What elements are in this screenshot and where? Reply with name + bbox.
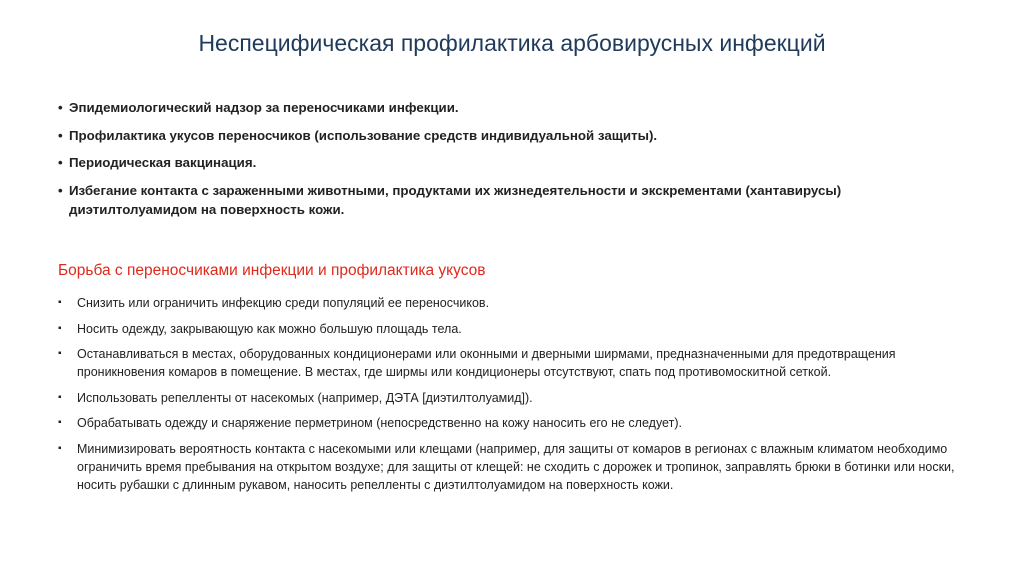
bullet-icon: ▪ — [58, 322, 62, 334]
list-item-text: Эпидемиологический надзор за переносчиками инфекции. — [69, 100, 459, 115]
bullet-icon: • — [58, 182, 63, 198]
bullet-icon: • — [58, 155, 63, 170]
bullet-icon: • — [58, 127, 63, 143]
list-item — [58, 126, 958, 145]
top-bullet-list — [58, 98, 958, 227]
list-item — [58, 389, 958, 407]
list-item-text: Периодическая вакцинация. — [69, 155, 257, 170]
list-item-text: Использовать репелленты от насекомых (например, ДЭТА [диэтилтолуамид]). — [77, 390, 533, 405]
list-item-text: Минимизировать вероятность контакта с насекомыми или клещами (например, для защиты от комаров в регионах с влажным климатом необходимо ограничить время пребывания на открытом воздухе; для защиты от клещей: не сходить с дорожек и тропинок, заправлять брюки в ботинки или носки, носить рубашки с длинным рукавом, наносить репелленты с диэтилтолуамидом на поверхность кожи. — [77, 441, 955, 492]
bullet-icon: ▪ — [58, 442, 62, 454]
section-title: Борьба с переносчиками инфекции и профилактика укусов — [58, 262, 486, 279]
list-item-text: Обрабатывать одежду и снаряжение перметрином (непосредственно на кожу наносить его не следует). — [77, 416, 682, 430]
bullet-icon: ▪ — [58, 417, 62, 428]
bullet-icon: ▪ — [58, 297, 62, 308]
list-item-text: Останавливаться в местах, оборудованных кондиционерами или оконными и дверными ширмами, предназначенными для предотвращения проникновения комаров в помещение. В местах, где ширмы или кондиционеры отсутствуют, спать под противомоскитной сеткой. — [77, 347, 896, 379]
bullet-icon: ▪ — [58, 348, 62, 359]
list-item-text: Избегание контакта с зараженными животными, продуктами их жизнедеятельности и экскрементами (хантавирусы) диэтилтолуамидом на поверхность кожи. — [69, 182, 842, 217]
list-item-text: Снизить или ограничить инфекцию среди популяций ее переносчиков. — [77, 296, 490, 310]
bullet-icon: • — [58, 100, 63, 115]
list-item — [58, 414, 958, 432]
list-item — [58, 98, 958, 117]
list-item — [58, 153, 958, 172]
list-item — [58, 181, 958, 219]
list-item-text: Носить одежду, закрывающую как можно большую площадь тела. — [77, 321, 462, 336]
list-item — [58, 345, 958, 381]
slide-title: Неспецифическая профилактика арбовирусных инфекций — [198, 30, 826, 56]
bottom-bullet-list — [58, 294, 958, 501]
list-item-text: Профилактика укусов переносчиков (использование средств индивидуальной защиты). — [69, 127, 658, 143]
list-item — [58, 440, 958, 494]
bullet-icon: ▪ — [58, 391, 62, 403]
list-item — [58, 294, 958, 312]
list-item — [58, 320, 958, 338]
